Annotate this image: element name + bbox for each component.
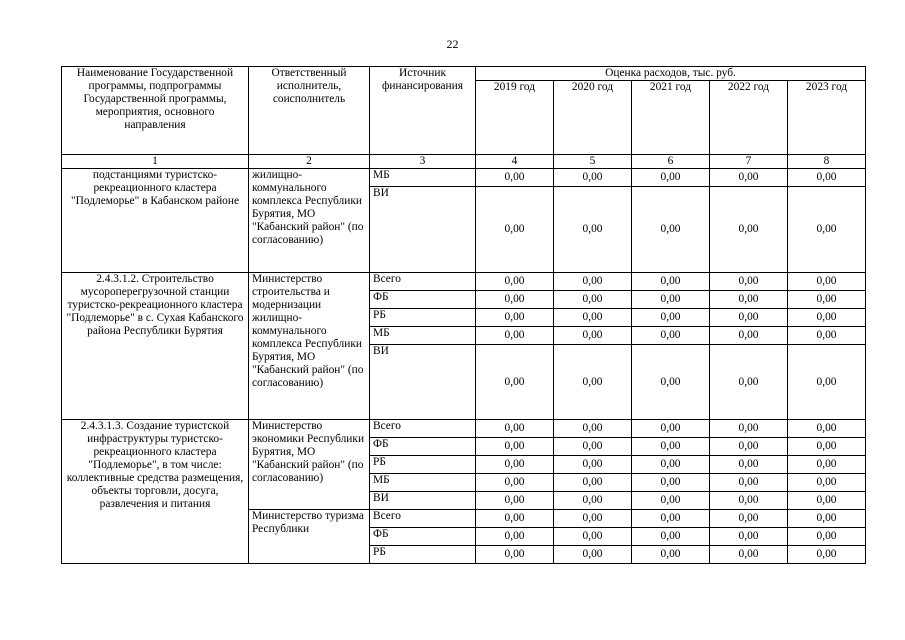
funding-source: ФБ [370, 438, 476, 456]
cost-value: 0,00 [632, 327, 710, 345]
expenditure-table [61, 66, 866, 564]
cost-value: 0,00 [710, 528, 788, 546]
cost-value: 0,00 [788, 291, 866, 309]
column-number: 7 [710, 155, 788, 169]
header-responsible: Ответственный исполнитель, соисполнитель [249, 67, 370, 155]
cost-value: 0,00 [476, 528, 554, 546]
cost-value: 0,00 [632, 528, 710, 546]
column-number-row [62, 155, 866, 169]
cost-value: 0,00 [554, 492, 632, 510]
responsible-executor: Министерство экономики Республики Бурятия, МО "Кабанский район" (по согласованию) [249, 420, 370, 510]
cost-value: 0,00 [710, 474, 788, 492]
cost-value: 0,00 [632, 273, 710, 291]
cost-value: 0,00 [788, 474, 866, 492]
funding-source: ФБ [370, 528, 476, 546]
cost-value: 0,00 [710, 456, 788, 474]
cost-value: 0,00 [476, 546, 554, 564]
cost-value: 0,00 [632, 546, 710, 564]
cost-value: 0,00 [554, 420, 632, 438]
responsible-executor: Министерство строительства и модернизации жилищно-коммунального комплекса Республики Бурятия, МО "Кабанский район" (по согласованию) [249, 273, 370, 420]
cost-value: 0,00 [632, 456, 710, 474]
cost-value: 0,00 [554, 291, 632, 309]
column-number: 4 [476, 155, 554, 169]
cost-value: 0,00 [710, 327, 788, 345]
cost-value: 0,00 [788, 420, 866, 438]
cost-value: 0,00 [788, 345, 866, 420]
cost-value: 0,00 [632, 187, 710, 273]
column-number: 1 [62, 155, 249, 169]
cost-value: 0,00 [710, 273, 788, 291]
cost-value: 0,00 [632, 345, 710, 420]
table-row [62, 169, 866, 187]
cost-value: 0,00 [710, 291, 788, 309]
cost-value: 0,00 [710, 492, 788, 510]
cost-value: 0,00 [632, 492, 710, 510]
funding-source: Всего [370, 273, 476, 291]
column-number: 2 [249, 155, 370, 169]
cost-value: 0,00 [710, 438, 788, 456]
activity-name: 2.4.3.1.3. Создание туристской инфраструктуры туристско-рекреационного кластера "Подлеморье", в том числе: коллективные средства размещения, объекты торговли, досуга, развлечения и питания [62, 420, 249, 564]
header-year: 2019 год [476, 81, 554, 155]
funding-source: ВИ [370, 492, 476, 510]
cost-value: 0,00 [788, 510, 866, 528]
cost-value: 0,00 [632, 510, 710, 528]
header-year: 2021 год [632, 81, 710, 155]
column-number: 8 [788, 155, 866, 169]
cost-value: 0,00 [632, 438, 710, 456]
column-number: 6 [632, 155, 710, 169]
cost-value: 0,00 [476, 510, 554, 528]
header-costs: Оценка расходов, тыс. руб. [476, 67, 866, 81]
cost-value: 0,00 [710, 169, 788, 187]
cost-value: 0,00 [476, 345, 554, 420]
cost-value: 0,00 [788, 438, 866, 456]
cost-value: 0,00 [554, 528, 632, 546]
cost-value: 0,00 [788, 456, 866, 474]
cost-value: 0,00 [710, 345, 788, 420]
cost-value: 0,00 [788, 273, 866, 291]
cost-value: 0,00 [710, 187, 788, 273]
cost-value: 0,00 [788, 309, 866, 327]
funding-source: МБ [370, 327, 476, 345]
funding-source: МБ [370, 169, 476, 187]
cost-value: 0,00 [476, 309, 554, 327]
cost-value: 0,00 [710, 546, 788, 564]
cost-value: 0,00 [554, 474, 632, 492]
cost-value: 0,00 [476, 273, 554, 291]
cost-value: 0,00 [476, 291, 554, 309]
cost-value: 0,00 [554, 510, 632, 528]
header-year: 2022 год [710, 81, 788, 155]
cost-value: 0,00 [554, 327, 632, 345]
cost-value: 0,00 [476, 420, 554, 438]
cost-value: 0,00 [788, 169, 866, 187]
funding-source: ВИ [370, 345, 476, 420]
cost-value: 0,00 [554, 345, 632, 420]
cost-value: 0,00 [554, 169, 632, 187]
cost-value: 0,00 [476, 169, 554, 187]
cost-value: 0,00 [788, 327, 866, 345]
cost-value: 0,00 [632, 420, 710, 438]
column-number: 5 [554, 155, 632, 169]
activity-name: подстанциями туристско-рекреационного кластера "Подлеморье" в Кабанском районе [62, 169, 249, 273]
cost-value: 0,00 [788, 492, 866, 510]
cost-value: 0,00 [554, 273, 632, 291]
funding-source: Всего [370, 510, 476, 528]
cost-value: 0,00 [554, 309, 632, 327]
page-number: 22 [446, 37, 459, 51]
cost-value: 0,00 [476, 456, 554, 474]
cost-value: 0,00 [710, 309, 788, 327]
column-number: 3 [370, 155, 476, 169]
cost-value: 0,00 [788, 187, 866, 273]
cost-value: 0,00 [710, 420, 788, 438]
table-row [62, 420, 866, 438]
cost-value: 0,00 [476, 187, 554, 273]
header-row-1 [62, 67, 866, 81]
funding-source: РБ [370, 546, 476, 564]
cost-value: 0,00 [476, 438, 554, 456]
cost-value: 0,00 [554, 456, 632, 474]
cost-value: 0,00 [476, 474, 554, 492]
cost-value: 0,00 [476, 492, 554, 510]
funding-source: РБ [370, 456, 476, 474]
funding-source: РБ [370, 309, 476, 327]
activity-name: 2.4.3.1.2. Строительство мусороперегрузочной станции туристско-рекреационного кластера "Подлеморье" в с. Сухая Кабанского района Республики Бурятия [62, 273, 249, 420]
cost-value: 0,00 [554, 546, 632, 564]
header-source: Источник финансирования [370, 67, 476, 155]
header-year: 2020 год [554, 81, 632, 155]
cost-value: 0,00 [554, 187, 632, 273]
funding-source: Всего [370, 420, 476, 438]
cost-value: 0,00 [632, 169, 710, 187]
cost-value: 0,00 [632, 291, 710, 309]
cost-value: 0,00 [788, 528, 866, 546]
header-name: Наименование Государственной программы, подпрограммы Государственной программы, мероприятия, основного направления [62, 67, 249, 155]
funding-source: МБ [370, 474, 476, 492]
responsible-executor: жилищно-коммунального комплекса Республики Бурятия, МО "Кабанский район" (по согласованию) [249, 169, 370, 273]
funding-source: ФБ [370, 291, 476, 309]
cost-value: 0,00 [554, 438, 632, 456]
cost-value: 0,00 [476, 327, 554, 345]
cost-value: 0,00 [632, 309, 710, 327]
table-row [62, 273, 866, 291]
cost-value: 0,00 [710, 510, 788, 528]
cost-value: 0,00 [632, 474, 710, 492]
header-year: 2023 год [788, 81, 866, 155]
funding-source: ВИ [370, 187, 476, 273]
responsible-executor: Министерство туризма Республики [249, 510, 370, 564]
cost-value: 0,00 [788, 546, 866, 564]
